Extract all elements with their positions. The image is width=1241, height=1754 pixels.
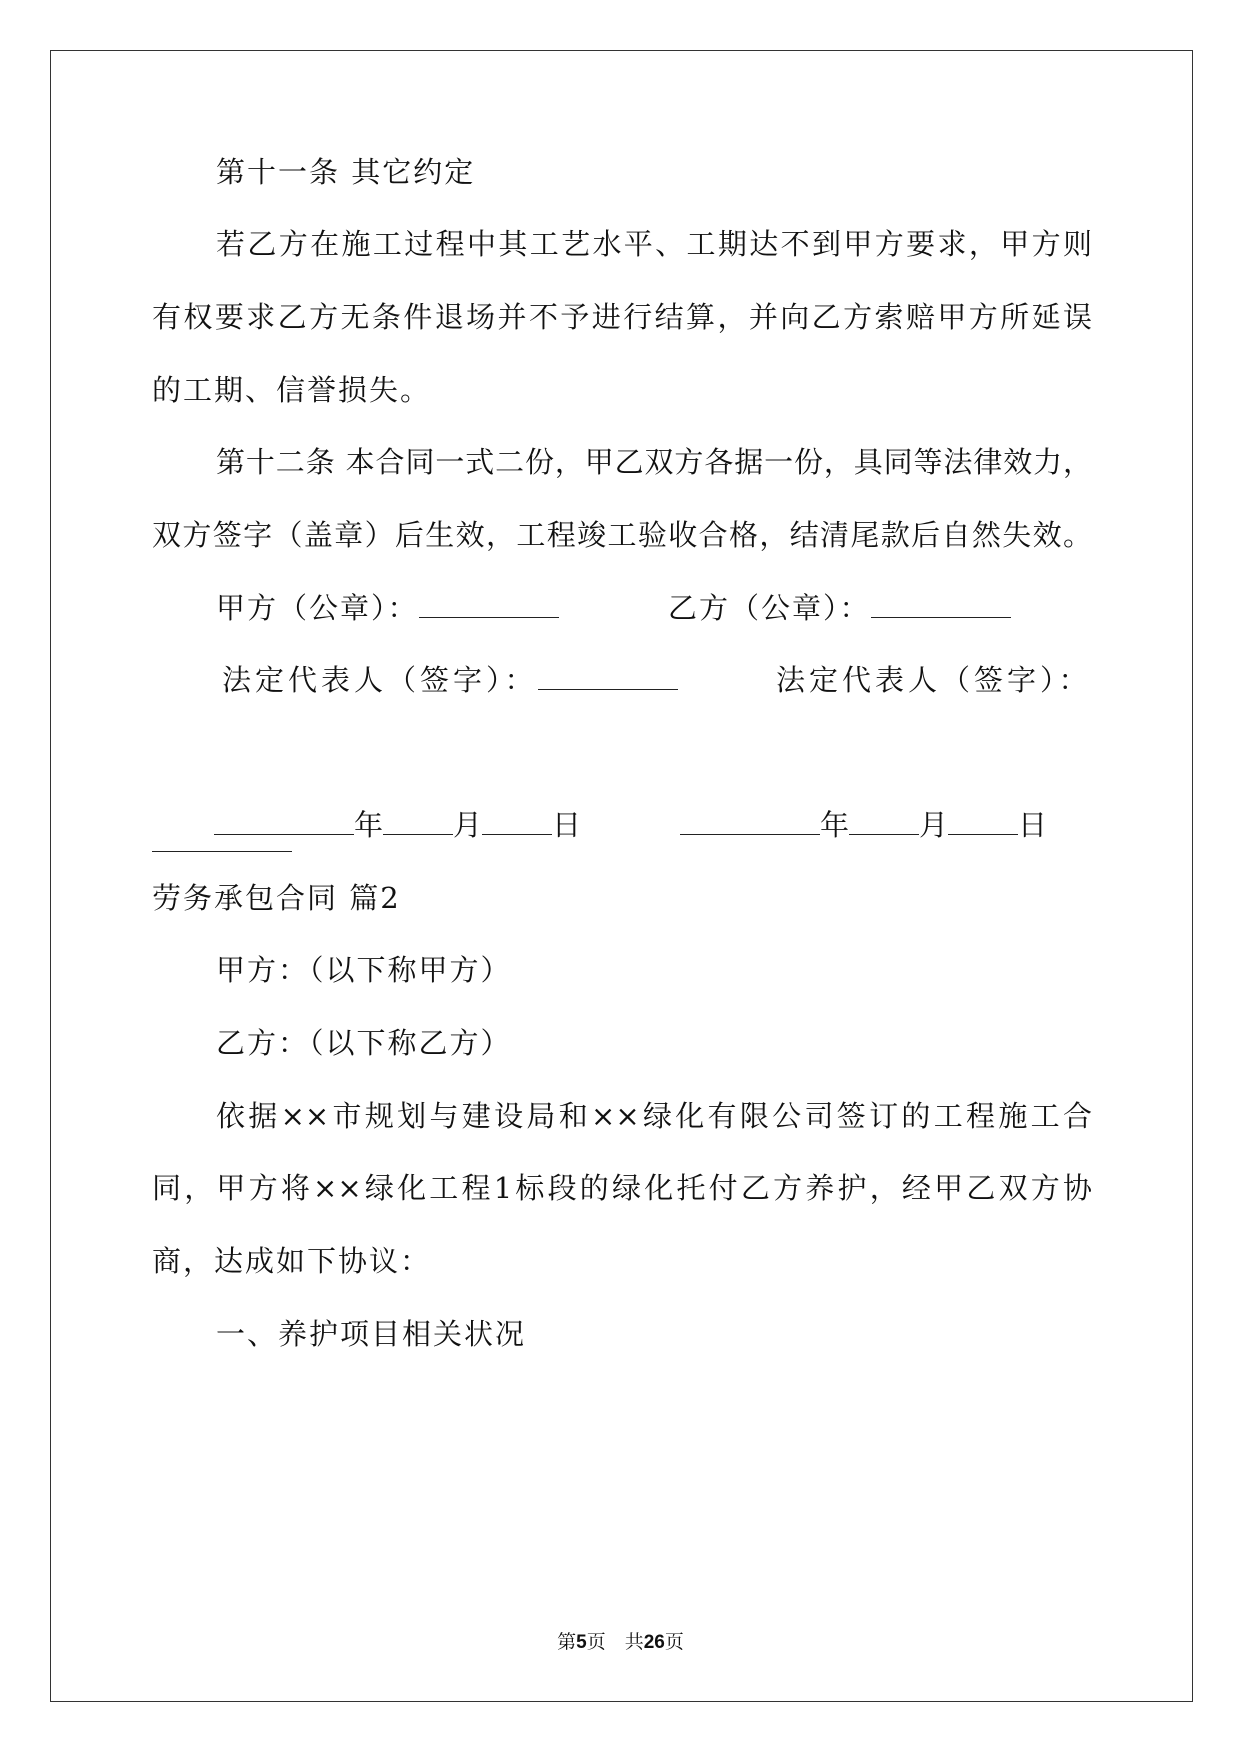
- page-footer: [0, 1630, 1241, 1655]
- rep-b-label: 法定代表人（签字）：: [776, 663, 1092, 697]
- party-a-seal-label: 甲方（公章）：: [216, 591, 419, 625]
- date-a-month-blank: [383, 806, 453, 835]
- footer-current-page: 5: [576, 1632, 587, 1653]
- article12-line1: 第十二条 本合同一式二份，甲乙双方各据一份，具同等法律效力，: [216, 445, 1092, 479]
- rep-a-label: 法定代表人（签字）：: [222, 663, 538, 697]
- date-b-month-blank: [849, 806, 919, 835]
- party-a-line: 甲方：（以下称甲方）: [216, 953, 512, 987]
- date-b-row: [680, 805, 1047, 845]
- intro-line2: 同，甲方将××绿化工程1标段的绿化托付乙方养护，经甲乙双方协: [152, 1171, 1092, 1205]
- intro-line3: 商，达成如下协议：: [152, 1244, 432, 1278]
- date-a-day-blank: [482, 806, 552, 835]
- date-a-year-char: 年: [354, 808, 384, 842]
- footer-suffix: 页: [664, 1631, 684, 1653]
- item1-heading: 一、养护项目相关状况: [216, 1317, 527, 1351]
- date-a-day-char: 日: [552, 808, 582, 842]
- party-b-seal-blank: [871, 589, 1011, 618]
- footer-mid: 页 共: [586, 1631, 644, 1653]
- rep-b-blank: [152, 851, 292, 852]
- party-b-seal-row: [668, 588, 1011, 628]
- party-a-seal-blank: [419, 589, 559, 618]
- article11-para-line1: 若乙方在施工过程中其工艺水平、工期达不到甲方要求，甲方则: [216, 227, 1092, 261]
- article11-heading: 第十一条 其它约定: [216, 155, 476, 189]
- article11-para-line2: 有权要求乙方无条件退场并不予进行结算，并向乙方索赔甲方所延误: [152, 300, 1092, 334]
- article12-line2: 双方签字（盖章）后生效，工程竣工验收合格，结清尾款后自然失效。: [152, 518, 1092, 552]
- date-a-row: [214, 805, 581, 845]
- footer-prefix: 第: [557, 1631, 577, 1653]
- date-b-year-blank: [680, 806, 820, 835]
- date-a-month-char: 月: [453, 808, 483, 842]
- party-a-seal-row: [216, 588, 559, 628]
- party-b-line: 乙方：（以下称乙方）: [216, 1026, 512, 1060]
- intro-line1: 依据××市规划与建设局和××绿化有限公司签订的工程施工合: [216, 1099, 1092, 1133]
- date-b-day-char: 日: [1018, 808, 1048, 842]
- rep-a-row: [222, 660, 678, 700]
- date-b-month-char: 月: [919, 808, 949, 842]
- section2-title: 劳务承包合同 篇2: [152, 881, 401, 915]
- date-b-year-char: 年: [820, 808, 850, 842]
- footer-total-pages: 26: [643, 1632, 665, 1653]
- date-b-day-blank: [948, 806, 1018, 835]
- party-b-seal-label: 乙方（公章）：: [668, 591, 871, 625]
- article11-para-line3: 的工期、信誉损失。: [152, 373, 432, 407]
- rep-a-blank: [538, 661, 678, 690]
- date-a-year-blank: [214, 806, 354, 835]
